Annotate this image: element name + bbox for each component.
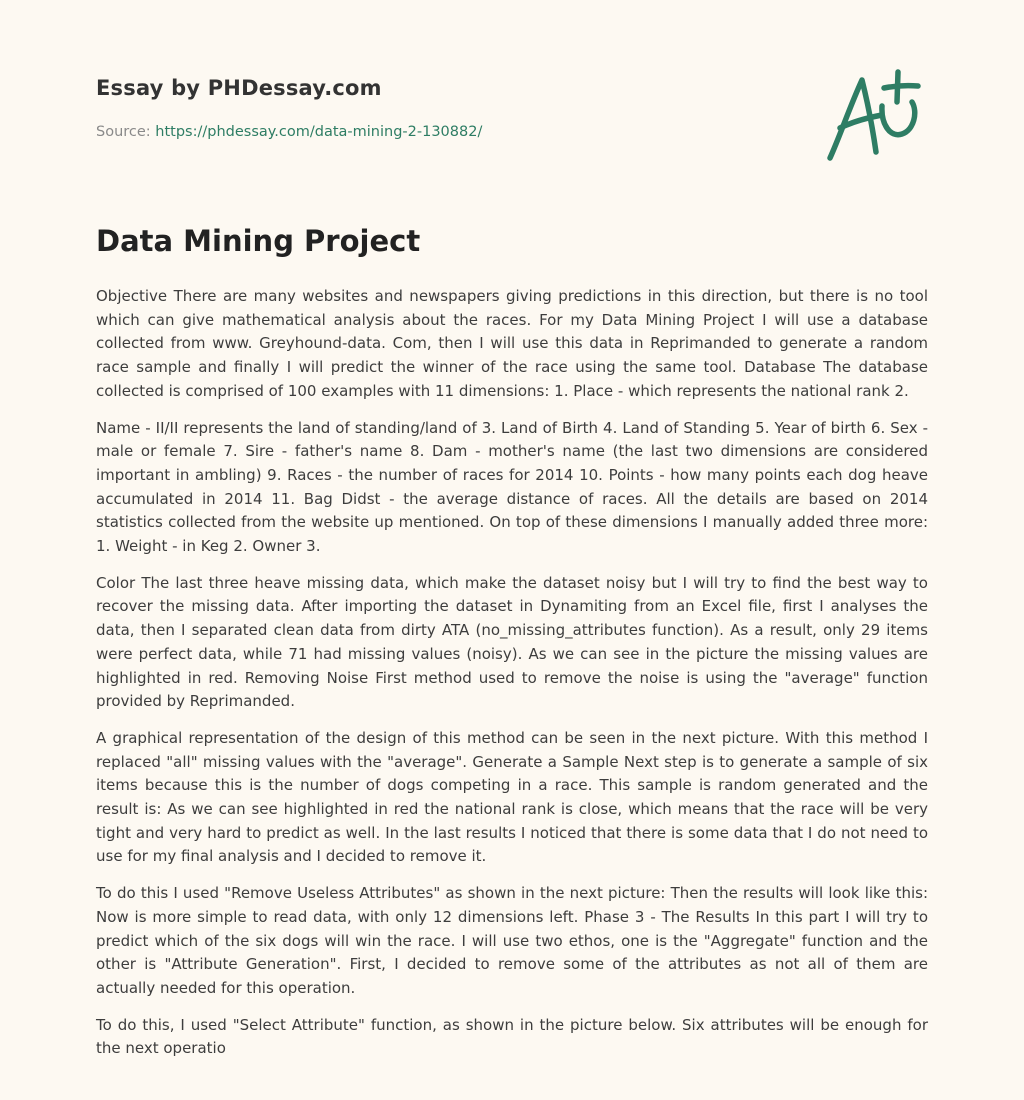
paragraph: Name - II/II represents the land of standing/land of 3. Land of Birth 4. Land of Standing 5. Year of birth 6. Sex - male or female 7. Sire - father's name 8. Dam - mother's name (the last two dimensions are considered important in ambling) 9. Races - the number of races for 2014 10. Points - how many points each dog heave accumulated in 2014 11. Bag Didst - the average distance of races. All the details are based on 2014 statistics collected from the website up mentioned. On top of these dimensions I manually added three more: 1. Weight - in Keg 2. Owner 3. <box>96 418 928 556</box>
page-header <box>96 0 928 180</box>
paragraph: To do this I used "Remove Useless Attributes" as shown in the next picture: Then the results will look like this: Now is more simple to read data, with only 12 dimensions left. Phase 3 - The Results In this part I will try to predict which of the six dogs will win the race. I will use two ethos, one is the "Aggregate" function and the other is "Attribute Generation". First, I decided to remove some of the attributes as not all of them are actually needed for this operation. <box>96 884 928 997</box>
site-brand: Essay by PHDessay.com <box>96 76 382 100</box>
source-label: Source: <box>96 124 151 140</box>
paragraph: Color The last three heave missing data, which make the dataset noisy but I will try to find the best way to recover the missing data. After importing the dataset in Dynamiting from an Excel file, first I analyses the data, then I separated clean data from dirty ATA (no_missing_attributes function). As a result, only 29 items were perfect data, while 71 had missing values (noisy). As we can see in the picture the missing values are highlighted in red. Removing Noise First method used to remove the noise is using the "average" function provided by Reprimanded. <box>96 573 928 711</box>
paragraph: To do this, I used "Select Attribute" function, as shown in the picture below. Six attributes will be enough for the next operatio <box>96 1015 928 1058</box>
a-plus-grade-icon <box>818 66 928 166</box>
source-link[interactable]: https://phdessay.com/data-mining-2-130882/ <box>155 124 483 140</box>
page-title: Data Mining Project <box>96 224 421 258</box>
source-line <box>96 124 482 140</box>
essay-body <box>96 285 928 1074</box>
paragraph: A graphical representation of the design of this method can be seen in the next picture. With this method I replaced "all" missing values with the "average". Generate a Sample Next step is to generate a sample of six items because this is the number of dogs competing in a race. This sample is random generated and the result is: As we can see highlighted in red the national rank is close, which means that the race will be very tight and very hard to predict as well. In the last results I noticed that there is some data that I do not need to use for my final analysis and I decided to remove it. <box>96 728 928 866</box>
paragraph: Objective There are many websites and newspapers giving predictions in this direction, but there is no tool which can give mathematical analysis about the races. For my Data Mining Project I will use a database collected from www. Greyhound-data. Com, then I will use this data in Reprimanded to generate a random race sample and finally I will predict the winner of the race using the same tool. Database The database collected is comprised of 100 examples with 11 dimensions: 1. Place - which represents the national rank 2. <box>96 287 928 400</box>
